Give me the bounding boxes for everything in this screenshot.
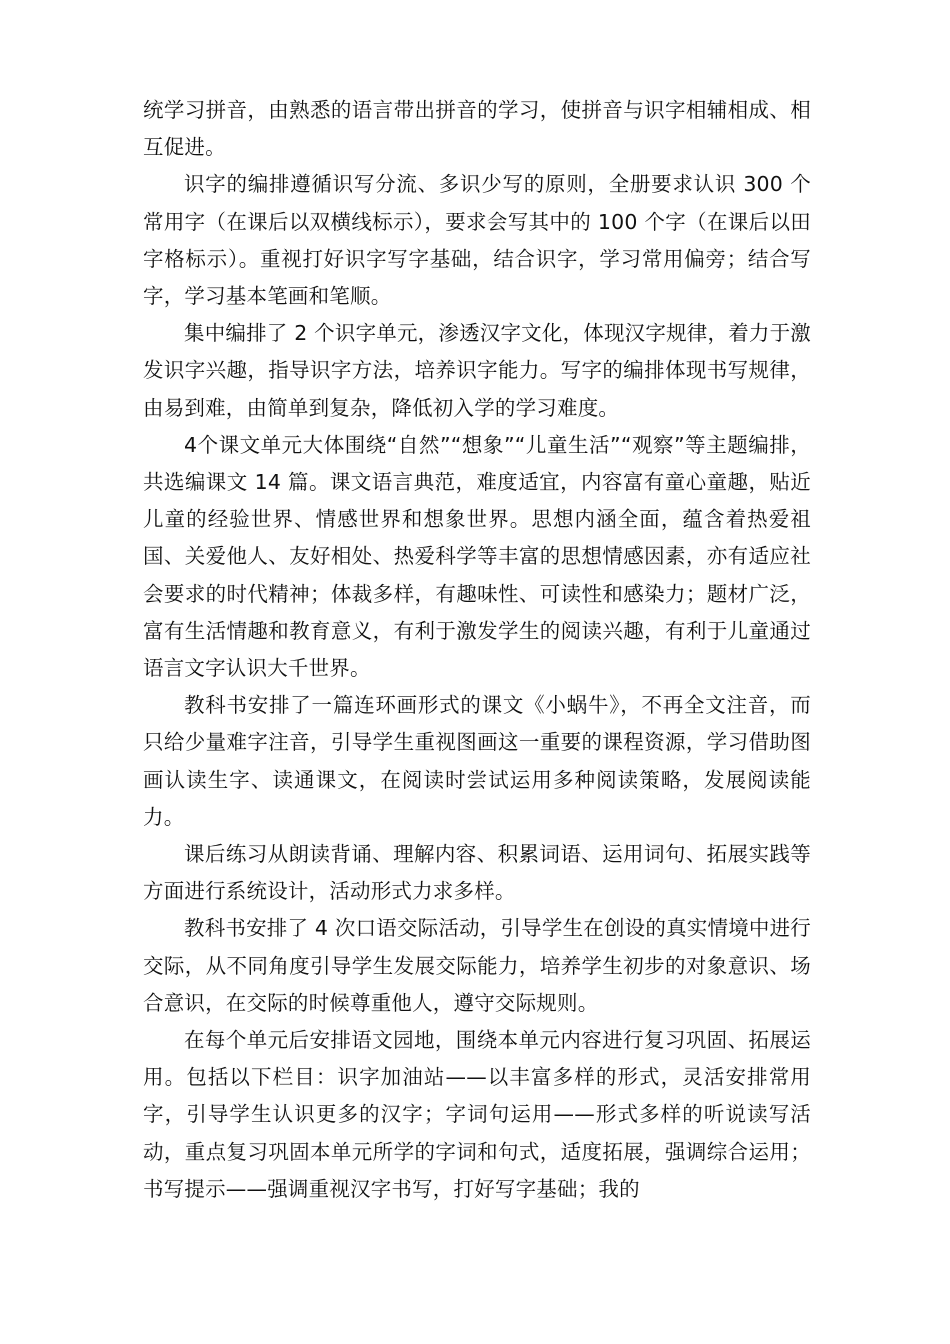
paragraph-7: 教科书安排了 4 次口语交际活动，引导学生在创设的真实情境中进行交际，从不同角度引导学生发展交际能力，培养学生初步的对象意识、场合意识，在交际的时候尊重他人，遵守交际规则。 xyxy=(143,916,811,1015)
paragraph-5: 教科书安排了一篇连环画形式的课文《小蜗牛》，不再全文注音，而只给少量难字注音，引导学生重视图画这一重要的课程资源，学习借助图画认读生字、读通课文，在阅读时尝试运用多种阅读策略，发展阅读能力。 xyxy=(143,693,811,829)
paragraph-4: 4个课文单元大体围绕“自然”“想象”“儿童生活”“观察”等主题编排，共选编课文 14 篇。课文语言典范，难度适宜，内容富有童心童趣，贴近儿童的经验世界、情感世界和想象世界。思想内涵全面，蕴含着热爱祖国、关爱他人、友好相处、热爱科学等丰富的思想情感因素，亦有适应社会要求的时代精神；体裁多样，有趣味性、可读性和感染力；题材广泛，富有生活情趣和教育意义，有利于激发学生的阅读兴趣，有利于儿童通过语言文字认识大千世界。 xyxy=(143,432,811,681)
paragraph-6: 课后练习从朗读背诵、理解内容、积累词语、运用词句、拓展实践等方面进行系统设计，活动形式力求多样。 xyxy=(143,842,811,904)
document-body xyxy=(143,92,811,1208)
paragraph-2: 识字的编排遵循识写分流、多识少写的原则，全册要求认识 300 个常用字（在课后以双横线标示），要求会写其中的 100 个字（在课后以田字格标示）。重视打好识字写字基础，结合识字，学习常用偏旁；结合写字，学习基本笔画和笔顺。 xyxy=(143,172,811,309)
paragraph-8: 在每个单元后安排语文园地，围绕本单元内容进行复习巩固、拓展运用。包括以下栏目：识字加油站——以丰富多样的形式，灵活安排常用字，引导学生认识更多的汉字；字词句运用——形式多样的听说读写活动，重点复习巩固本单元所学的字词和句式，适度拓展，强调综合运用；书写提示——强调重视汉字书写，打好写字基础；我的 xyxy=(143,1028,811,1201)
paragraph-1: 统学习拼音，由熟悉的语言带出拼音的学习，使拼音与识字相辅相成、相互促进。 xyxy=(143,98,811,160)
paragraph-3: 集中编排了 2 个识字单元，渗透汉字文化，体现汉字规律，着力于激发识字兴趣，指导识字方法，培养识字能力。写字的编排体现书写规律，由易到难，由简单到复杂，降低初入学的学习难度。 xyxy=(143,321,811,420)
